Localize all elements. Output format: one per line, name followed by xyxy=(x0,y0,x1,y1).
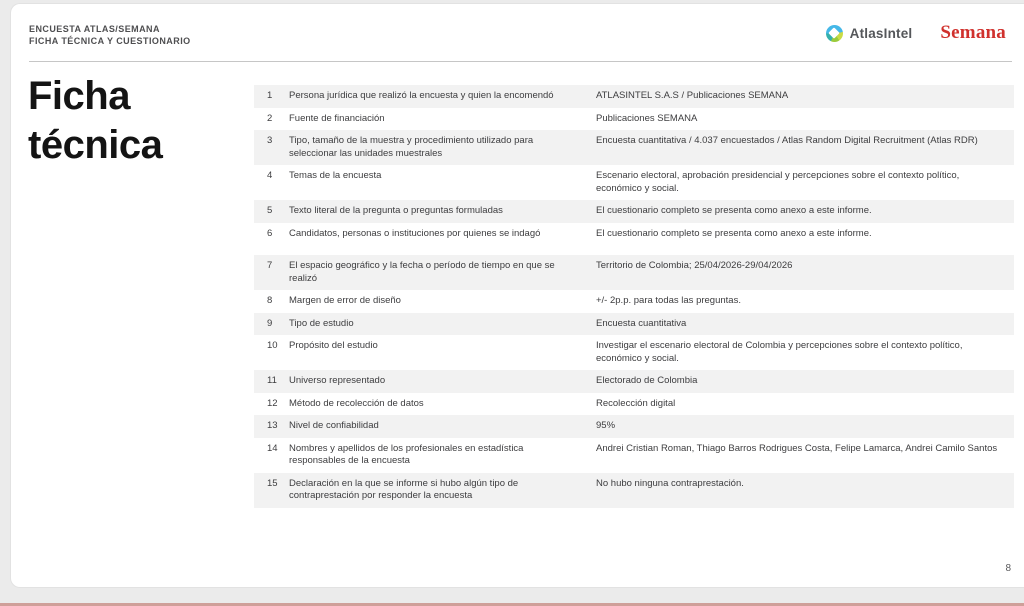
row-number: 15 xyxy=(267,477,278,489)
row-value: El cuestionario completo se presenta como anexo a este informe. xyxy=(596,205,872,216)
row-value: Encuesta cuantitativa xyxy=(596,317,687,329)
table-row xyxy=(254,313,1014,336)
atlasintel-logo xyxy=(826,25,913,42)
table-row xyxy=(254,85,1014,108)
row-value: Encuesta cuantitativa / 4.037 encuestados / Atlas Random Digital Recruitment (Atlas RDR) xyxy=(596,135,978,146)
row-label: Método de recolección de datos xyxy=(289,397,424,409)
row-value: Escenario electoral, aprobación presidencial y percepciones sobre el contexto político, económico y social. xyxy=(596,170,960,194)
table-row xyxy=(254,290,1014,313)
report-page xyxy=(10,3,1024,588)
header-divider xyxy=(29,61,1012,62)
row-value: Andrei Cristian Roman, Thiago Barros Rodrigues Costa, Felipe Lamarca, Andrei Camilo Santos xyxy=(596,442,998,454)
document-header-line1: ENCUESTA ATLAS/SEMANA xyxy=(29,24,160,34)
row-number: 14 xyxy=(267,442,278,454)
row-number: 7 xyxy=(267,260,273,271)
table-row xyxy=(254,223,1014,246)
logo-group xyxy=(826,22,1006,44)
row-value: +/- 2p.p. para todas las preguntas. xyxy=(596,295,741,306)
row-label: Nombres y apellidos de los profesionales en estadística responsables de la encuesta xyxy=(289,442,524,466)
table-row xyxy=(254,165,1014,200)
row-number: 1 xyxy=(267,90,273,101)
row-label: Propósito del estudio xyxy=(289,340,378,351)
page-title: Ficha técnica xyxy=(28,74,163,167)
row-number: 13 xyxy=(267,420,278,431)
row-label: El espacio geográfico y la fecha o período de tiempo en que se realizó xyxy=(289,260,555,284)
row-label: Tipo de estudio xyxy=(289,317,354,329)
table-row xyxy=(254,335,1014,370)
row-number: 2 xyxy=(267,112,273,124)
row-value: Investigar el escenario electoral de Colombia y percepciones sobre el contexto político, económico y social. xyxy=(596,340,963,364)
row-label: Persona jurídica que realizó la encuesta y quien la encomendó xyxy=(289,90,554,101)
row-value: ATLASINTEL S.A.S / Publicaciones SEMANA xyxy=(596,90,789,101)
row-label: Candidatos, personas o instituciones por quienes se indagó xyxy=(289,227,541,239)
table-row xyxy=(254,130,1014,165)
row-number: 4 xyxy=(267,170,273,181)
row-value: Recolección digital xyxy=(596,397,676,409)
atlasintel-icon xyxy=(826,25,843,42)
table-row xyxy=(254,370,1014,393)
row-value: Electorado de Colombia xyxy=(596,375,698,386)
document-header-line2: FICHA TÉCNICA Y CUESTIONARIO xyxy=(29,36,191,46)
row-label: Texto literal de la pregunta o preguntas formuladas xyxy=(289,205,503,216)
row-label: Nivel de confiabilidad xyxy=(289,420,379,431)
row-number: 6 xyxy=(267,227,273,239)
technical-sheet-table xyxy=(254,85,1014,508)
page-number: 8 xyxy=(1005,563,1011,574)
row-number: 5 xyxy=(267,205,273,216)
row-number: 11 xyxy=(267,375,277,386)
row-label: Tipo, tamaño de la muestra y procedimiento utilizado para seleccionar las unidades muestrales xyxy=(289,135,534,159)
document-header xyxy=(29,23,191,47)
table-row xyxy=(254,415,1014,438)
row-value: Territorio de Colombia; 25/04/2026-29/04/2026 xyxy=(596,260,793,271)
row-label: Temas de la encuesta xyxy=(289,170,382,181)
atlasintel-logo-text: AtlasIntel xyxy=(849,25,913,41)
row-number: 12 xyxy=(267,397,278,409)
row-value: Publicaciones SEMANA xyxy=(596,112,698,124)
row-value: El cuestionario completo se presenta como anexo a este informe. xyxy=(596,227,872,239)
table-row xyxy=(254,393,1014,416)
row-label: Margen de error de diseño xyxy=(289,295,401,306)
row-number: 10 xyxy=(267,340,278,351)
table-row xyxy=(254,473,1014,508)
row-value: 95% xyxy=(596,420,616,431)
table-row xyxy=(254,255,1014,290)
table-row xyxy=(254,200,1014,223)
row-label: Declaración en la que se informe si hubo algún tipo de contraprestación por responder la encuesta xyxy=(289,477,519,501)
semana-logo: Semana xyxy=(940,22,1006,43)
row-label: Universo representado xyxy=(289,375,386,386)
row-number: 8 xyxy=(267,295,273,306)
row-number: 9 xyxy=(267,317,273,329)
table-row xyxy=(254,108,1014,131)
row-value: No hubo ninguna contraprestación. xyxy=(596,477,744,489)
row-number: 3 xyxy=(267,135,273,146)
row-label: Fuente de financiación xyxy=(289,112,385,124)
table-row xyxy=(254,438,1014,473)
